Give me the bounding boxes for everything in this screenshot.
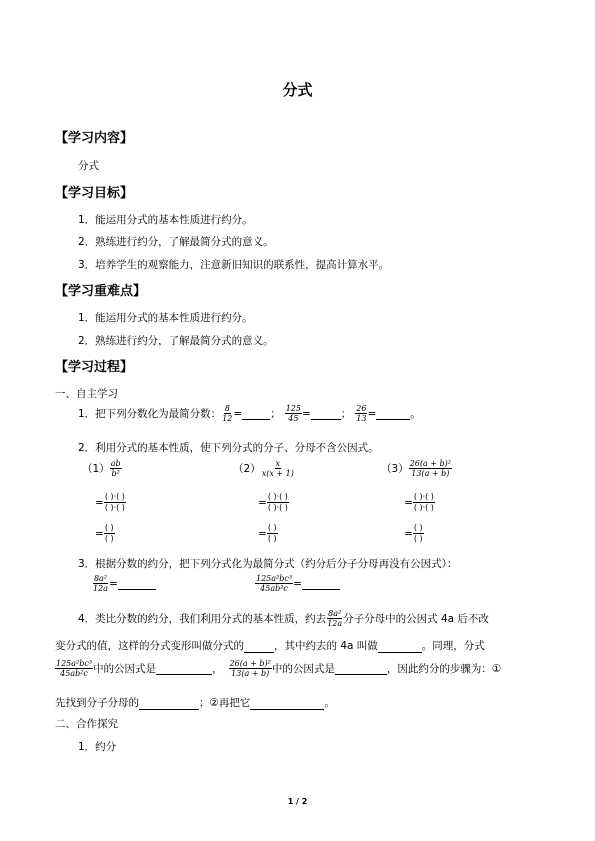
fraction-denominator: 13(a + b): [231, 669, 270, 678]
answer-blank[interactable]: [376, 408, 410, 420]
q4-text: 。同理，分式: [421, 640, 485, 652]
q4-line-4: [55, 695, 335, 710]
q2-step2-item1: [95, 523, 115, 544]
answer-blank[interactable]: [302, 578, 340, 590]
fraction-8-12: [221, 404, 233, 423]
equals-sign: =: [367, 407, 377, 420]
q2-step1-item2: [258, 492, 289, 513]
fraction-denominator: 13(a + b): [411, 469, 450, 478]
key-item-1: 1．能运用分式的基本性质进行约分。: [78, 312, 253, 324]
fraction-denominator: 12: [222, 414, 233, 423]
blank-numerator[interactable]: ( )·( ): [267, 492, 288, 501]
q4-text: ；②再把它: [199, 697, 251, 709]
q2-step2-item2: [258, 523, 278, 544]
period: 。: [410, 408, 421, 420]
fraction-ab-b2: [110, 459, 122, 478]
fraction-numerator: 125: [285, 404, 301, 413]
q2-step2-item3: [404, 523, 424, 544]
blank-fraction[interactable]: [413, 492, 435, 513]
fraction-numerator: 125a²bc³: [56, 659, 93, 668]
fraction-8a2-12a: [92, 574, 109, 593]
equals-sign: =: [404, 496, 413, 509]
fraction-26ab2-13ab: [229, 659, 272, 678]
fraction-numerator: 8a²: [93, 574, 108, 583]
separator: ；: [340, 408, 352, 420]
fraction-numerator: 26(a + b)²: [229, 659, 271, 668]
blank-denominator[interactable]: ( )·( ): [267, 503, 288, 512]
fraction-125a2bc3-45ab2c: [55, 659, 93, 678]
fraction-8a2-12a: [326, 609, 343, 628]
answer-blank[interactable]: [156, 663, 212, 675]
blank-denominator[interactable]: ( ): [413, 534, 423, 543]
q3-item-1: [92, 574, 156, 593]
item-label: （3）: [381, 463, 409, 475]
q4-line-3: [55, 659, 501, 678]
blank-denominator[interactable]: ( )·( ): [413, 503, 434, 512]
q2-item-2: [233, 459, 295, 478]
part-2-heading: 二、合作探究: [55, 718, 118, 730]
answer-blank[interactable]: [242, 408, 270, 420]
fraction-denominator: x(x + 1): [261, 469, 294, 478]
q4-line-1: [78, 609, 489, 628]
question-2-text: 2．利用分式的基本性质，使下列分式的分子、分母不含公因式。: [78, 442, 379, 454]
fraction-denominator: 12a: [93, 584, 108, 593]
section-heading-content: 【学习内容】: [55, 131, 134, 146]
fraction-denominator: 45: [288, 414, 299, 423]
equals-sign: =: [258, 496, 267, 509]
equals-sign: =: [258, 527, 267, 540]
equals-sign: =: [95, 527, 104, 540]
question-1-text: 1．把下列分数化为最简分数：: [78, 408, 222, 420]
q3-item-2: [255, 574, 340, 593]
fraction-numerator: 26(a + b)²: [409, 459, 451, 468]
goal-item-1: 1．能运用分式的基本性质进行约分。: [78, 214, 253, 226]
answer-blank[interactable]: [250, 698, 324, 710]
fraction-26-13: [355, 404, 367, 423]
blank-numerator[interactable]: ( )·( ): [413, 492, 434, 501]
answer-blank[interactable]: [244, 641, 274, 653]
blank-denominator[interactable]: ( )·( ): [104, 503, 125, 512]
q4-text: 中的公因式是: [93, 663, 157, 675]
page-title: 分式: [282, 81, 313, 99]
blank-numerator[interactable]: ( )·( ): [104, 492, 125, 501]
fraction-26ab2-13ab: [409, 459, 452, 478]
fraction-numerator: 26: [356, 404, 367, 413]
q2-item-1: [82, 459, 122, 478]
equals-sign: =: [404, 527, 413, 540]
item-label: （2）: [233, 463, 261, 475]
q4-text: 4．类比分数的约分，我们利用分式的基本性质，约去: [78, 613, 327, 625]
subsection-1: 1．约分: [78, 741, 117, 753]
blank-fraction[interactable]: [267, 523, 278, 544]
question-1: [78, 404, 421, 423]
q4-text: ，因此约分的步骤为：①: [386, 663, 502, 675]
blank-numerator[interactable]: ( ): [104, 523, 114, 532]
q2-step1-item3: [404, 492, 435, 513]
fraction-denominator: 45ab²c: [60, 669, 88, 678]
fraction-125-45: [285, 404, 302, 423]
goal-item-2: 2．熟练进行约分，了解最简分式的意义。: [78, 236, 274, 248]
equals-sign: =: [301, 407, 311, 420]
blank-numerator[interactable]: ( ): [267, 523, 277, 532]
part-1-heading: 一、自主学习: [55, 388, 118, 400]
item-label: （1）: [82, 463, 110, 475]
fraction-numerator: ab: [110, 459, 121, 468]
answer-blank[interactable]: [118, 578, 156, 590]
blank-fraction[interactable]: [104, 492, 126, 513]
answer-blank[interactable]: [378, 641, 422, 653]
q4-text: 。: [324, 697, 335, 709]
equals-sign: =: [95, 496, 104, 509]
fraction-numerator: x: [275, 459, 281, 468]
section-heading-goals: 【学习目标】: [55, 186, 134, 201]
fraction-125a2bc3-45ab2c: [255, 574, 293, 593]
answer-blank[interactable]: [139, 698, 199, 710]
fraction-denominator: 45ab²c: [260, 584, 288, 593]
equals-sign: =: [293, 577, 302, 590]
answer-blank[interactable]: [335, 663, 387, 675]
q4-text: 先找到分子分母的: [55, 697, 139, 709]
answer-blank[interactable]: [311, 408, 341, 420]
blank-fraction[interactable]: [267, 492, 289, 513]
question-3-text: 3．根据分数的约分，把下列分式化为最简分式（约分后分子分母再没有公因式）：: [78, 558, 458, 570]
section-heading-key-points: 【学习重难点】: [55, 284, 147, 299]
q4-text: 中的公因式是: [271, 663, 335, 675]
goal-item-3: 3．培养学生的观察能力，注意新旧知识的联系性，提高计算水平。: [78, 259, 390, 271]
fraction-denominator: 13: [356, 414, 367, 423]
blank-fraction[interactable]: [104, 523, 115, 544]
q4-text: ，其中约去的 4a 叫做: [274, 640, 378, 652]
page-number: 1 / 2: [287, 797, 308, 806]
separator: ；: [270, 408, 281, 420]
blank-numerator[interactable]: ( ): [413, 523, 423, 532]
fraction-x-over-x-x-plus-1: [261, 459, 295, 478]
blank-denominator[interactable]: ( ): [104, 534, 114, 543]
q2-step1-item1: [95, 492, 126, 513]
key-item-2: 2．熟练进行约分，了解最简分式的意义。: [78, 335, 274, 347]
q4-line-2: [55, 638, 485, 653]
content-text: 分式: [78, 160, 99, 172]
q4-text: 分子分母中的公因式 4a 后不改: [343, 613, 489, 625]
fraction-denominator: b²: [111, 469, 120, 478]
blank-fraction[interactable]: [413, 523, 424, 544]
fraction-denominator: 12a: [327, 619, 343, 628]
fraction-numerator: 8: [224, 404, 230, 413]
q2-item-3: [381, 459, 452, 478]
fraction-numerator: 8a²: [328, 609, 342, 618]
q4-text: 变分式的值，这样的分式变形叫做分式的: [55, 640, 244, 652]
fraction-numerator: 125a²bc³: [256, 574, 293, 583]
equals-sign: =: [233, 407, 243, 420]
equals-sign: =: [108, 577, 118, 590]
blank-denominator[interactable]: ( ): [267, 534, 277, 543]
section-heading-process: 【学习过程】: [55, 360, 134, 375]
q4-text: ，: [212, 663, 223, 675]
